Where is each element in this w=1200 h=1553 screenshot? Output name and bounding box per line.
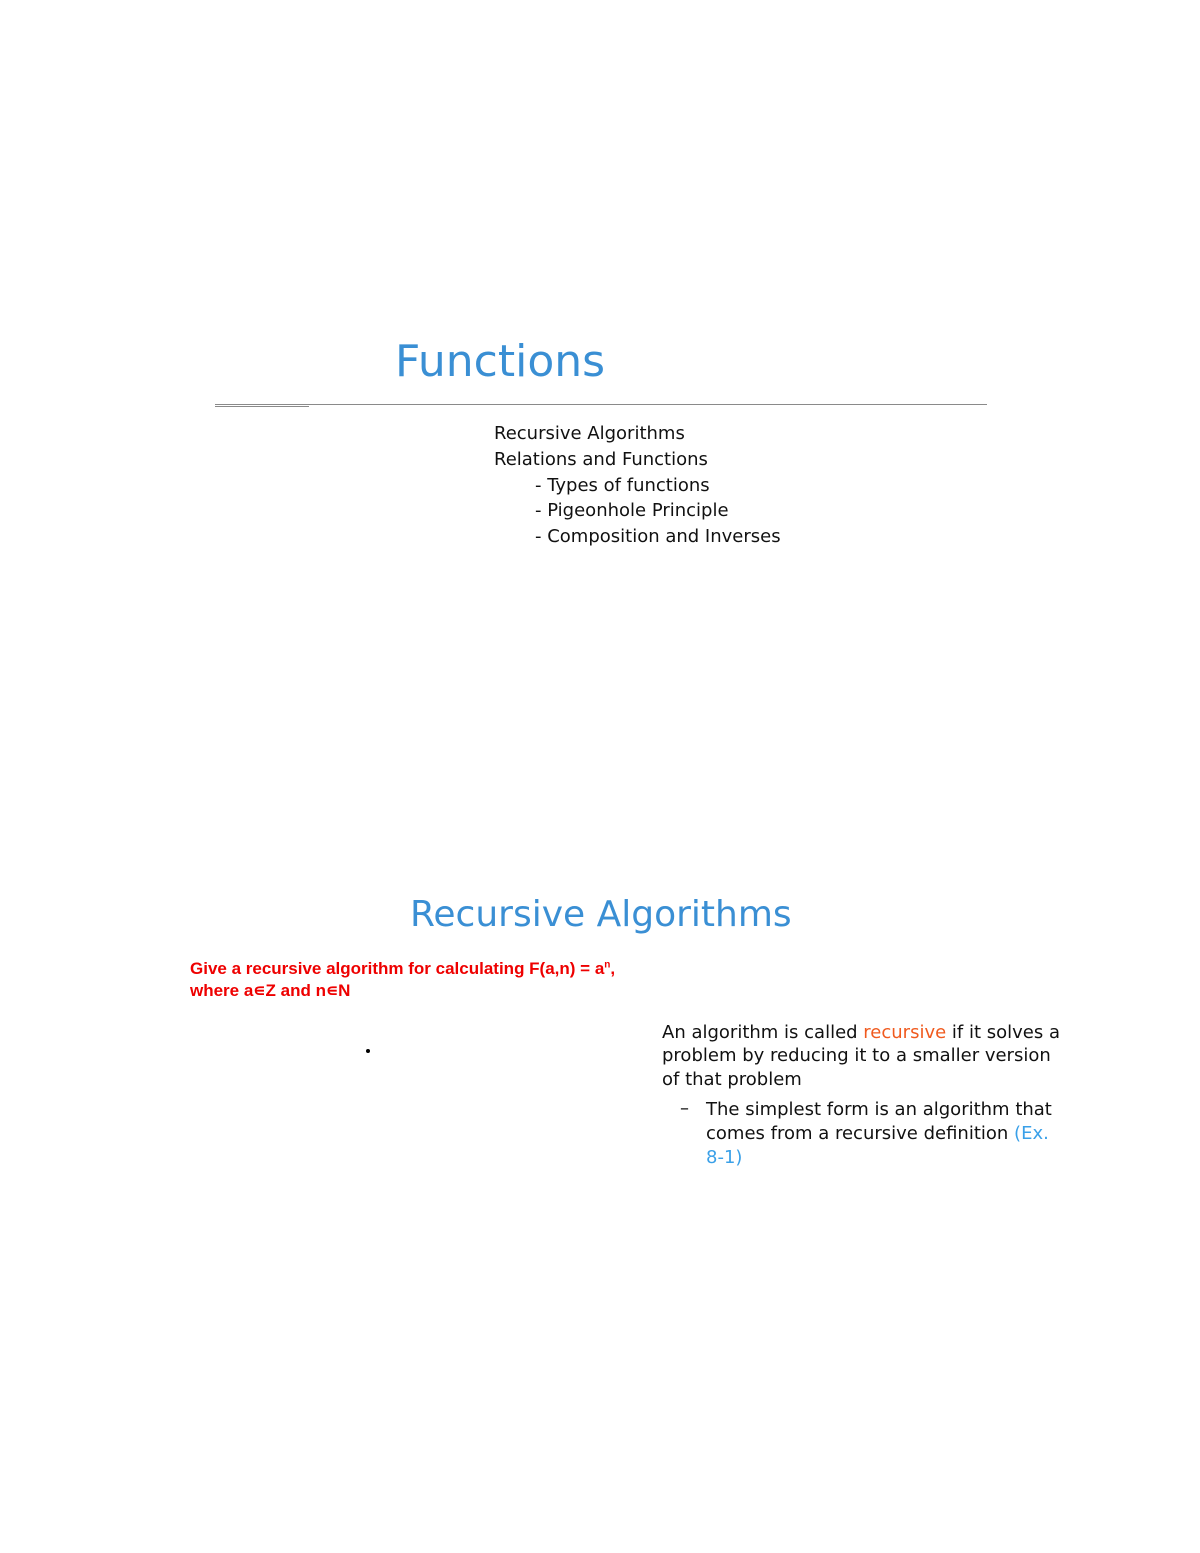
- definition-highlight: recursive: [863, 1022, 947, 1043]
- question-exponent: n: [604, 959, 611, 971]
- example-reference-continued: 8-1): [706, 1147, 743, 1168]
- example-reference: (Ex.: [1014, 1123, 1049, 1144]
- question-line-2: where a∊Z and n∊N: [190, 981, 351, 1000]
- sub-point-text: comes from a recursive definition: [706, 1123, 1015, 1144]
- slide-title-recursive-algorithms: Recursive Algorithms: [410, 894, 792, 935]
- question-punctuation: ,: [610, 959, 616, 978]
- question-text: Give a recursive algorithm for calculating F(a,n) = a: [190, 959, 605, 978]
- definition-line-2: problem by reducing it to a smaller version: [662, 1045, 1051, 1066]
- agenda-subitem: - Pigeonhole Principle: [535, 500, 729, 521]
- question-line-1: [190, 958, 615, 980]
- title-divider-accent: [215, 406, 309, 407]
- agenda-subitem: - Composition and Inverses: [535, 526, 781, 547]
- title-divider: [215, 404, 987, 405]
- definition-line-3: of that problem: [662, 1069, 802, 1090]
- bullet-dot-icon: [366, 1049, 370, 1053]
- definition-line-1: [662, 1021, 1060, 1045]
- sub-point-line-1: The simplest form is an algorithm that: [706, 1099, 1052, 1120]
- agenda-item: Relations and Functions: [494, 449, 708, 470]
- sub-point-line-2: [706, 1122, 1049, 1146]
- agenda-item: Recursive Algorithms: [494, 423, 685, 444]
- agenda-subitem: - Types of functions: [535, 475, 710, 496]
- sub-bullet-dash-icon: –: [680, 1098, 689, 1119]
- definition-text: An algorithm is called: [662, 1022, 864, 1043]
- definition-text: if it solves a: [946, 1022, 1060, 1043]
- slide-title-functions: Functions: [395, 336, 606, 387]
